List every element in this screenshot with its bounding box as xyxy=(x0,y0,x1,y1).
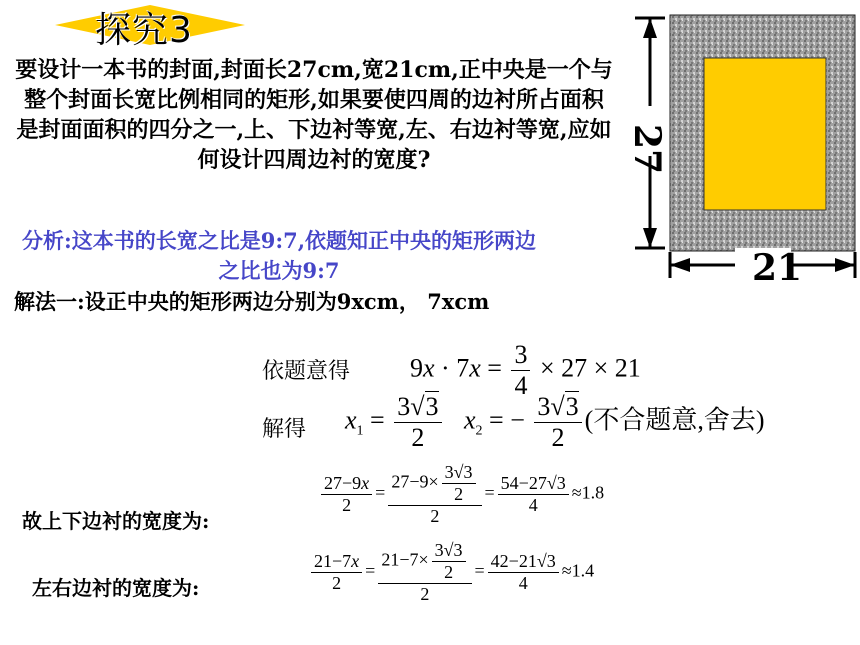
top-bottom-label: 故上下边衬的宽度为: xyxy=(22,509,210,533)
problem-text: 要设计一本书的封面,封面长27cm,宽21cm,正中央是一个与整个封面长宽比例相同的矩形,如果要使四周的边衬所占面积是封面面积的四分之一,上、下边衬等宽,左、右边衬等宽,应如何设计四周边衬的宽度? xyxy=(15,57,613,173)
according-label: 依题意得 xyxy=(262,359,351,384)
equation: 9x · 7x = $\frac{3}{4}$ × 27 × 21 xyxy=(410,340,641,400)
top-bottom-result: ≈1.8 xyxy=(571,482,605,503)
cover-center xyxy=(704,58,826,210)
width-label: 21 xyxy=(752,247,803,289)
length-label: 27 xyxy=(626,123,669,175)
solutions: $x_1$ = $\frac{3√3}{2}$ $x_2$ = − $\frac{3√3}{2}$ (不合题意,舍去) xyxy=(345,392,765,452)
top-bottom-formula: $\frac{27-9x}{2}$ = 27−9× $\frac{3√3}{2}$ 2 = $\frac{54-27√3}{4}$ ≈1.8 xyxy=(318,462,604,527)
rejected-note: (不合题意,舍去) xyxy=(584,405,765,435)
left-right-result: ≈1.4 xyxy=(561,560,595,581)
analysis-text: 分析:这本书的长宽之比是9:7,依题知正中央的矩形两边之比也为9:7 xyxy=(21,228,537,283)
title: 探究3 xyxy=(95,10,193,51)
solution-intro: 解法一:设正中央的矩形两边分别为9xcm， 7xcm xyxy=(14,289,490,314)
left-right-formula: $\frac{21-7x}{2}$ = 21−7× $\frac{3√3}{2}$ 2 = $\frac{42-21√3}{4}$ ≈1.4 xyxy=(308,540,594,605)
solve-label: 解得 xyxy=(262,417,307,442)
left-right-label: 左右边衬的宽度为: xyxy=(32,576,200,600)
